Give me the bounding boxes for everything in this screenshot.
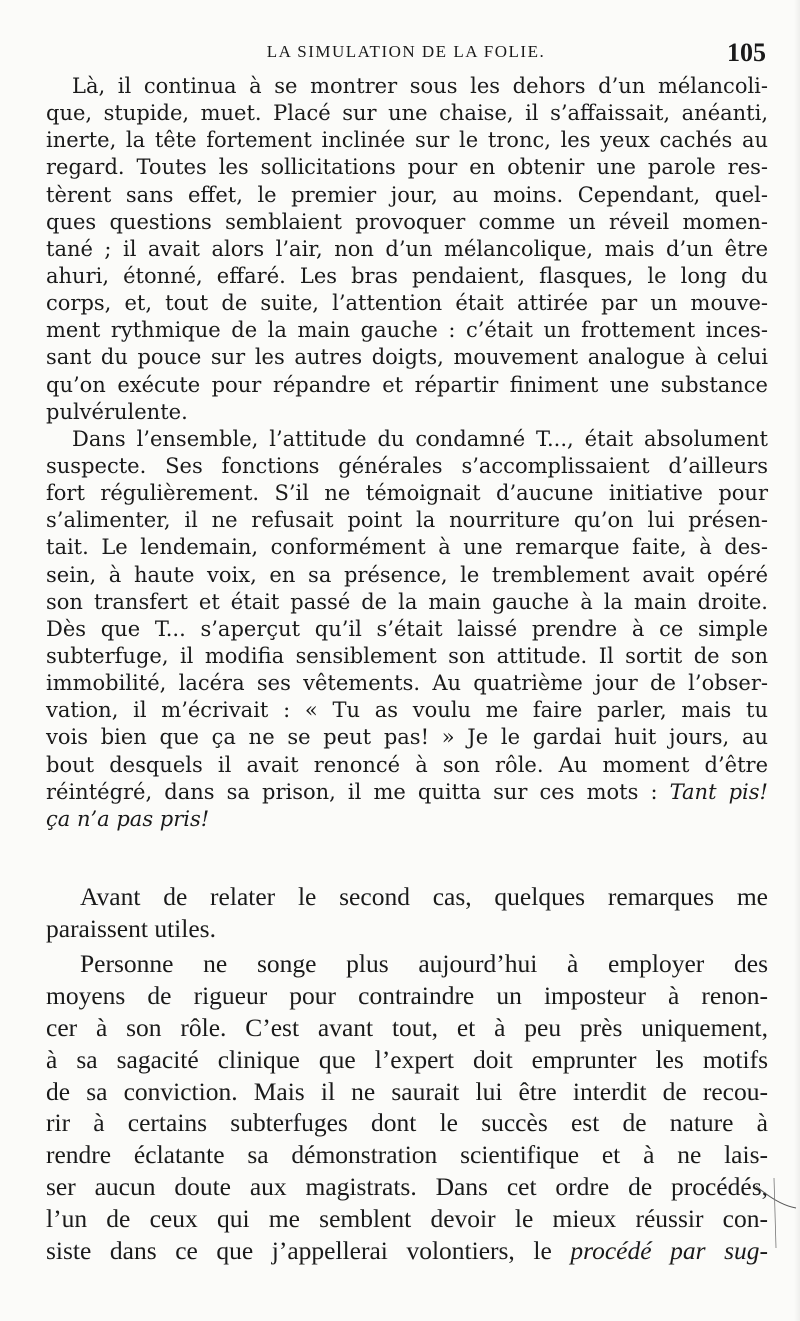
text-line: ser aucun doute aux magistrats. Dans cet ordre de procédés, [46, 1172, 768, 1202]
text-line: Dès que T... s’aperçut qu’il s’était laissé prendre à ce simple [46, 616, 768, 641]
text-line: qu’on exécute pour répandre et répartir finiment une substance [46, 372, 768, 397]
paragraph-1 [46, 73, 768, 426]
text-line: tané ; il avait alors l’air, non d’un mélancolique, mais d’un être [46, 236, 768, 261]
running-title: LA SIMULATION DE LA FOLIE. [266, 42, 546, 61]
page-number: 105 [727, 38, 766, 67]
text-line: tait. Le lendemain, conformément à une remarque faite, à des- [46, 535, 768, 560]
text-line: suspecte. Ses fonctions générales s’accomplissaient d’ailleurs [46, 453, 768, 478]
text-line-with-quote [46, 779, 768, 806]
text-line: pulvérulente. [46, 399, 188, 424]
text-line-with-italic [46, 1235, 768, 1267]
text-line: immobilité, lacéra ses vêtements. Au quatrième jour de l’obser- [46, 671, 768, 696]
paragraph-3 [46, 881, 768, 945]
text-line: s’alimenter, il ne refusait point la nourriture qu’on lui présen- [46, 508, 768, 533]
paragraph-2 [46, 426, 768, 833]
text-line: subterfuge, il modifia sensiblement son attitude. Il sortit de son [46, 643, 768, 668]
text-line: paraissent utiles. [46, 913, 216, 943]
text-line: rendre éclatante sa démonstration scientifique et à ne lais- [46, 1140, 768, 1170]
text-line: ques questions semblaient provoquer comme un réveil momen- [46, 209, 768, 234]
text-line: corps, et, tout de suite, l’attention était attirée par un mouve- [46, 291, 768, 316]
upper-text-block [46, 73, 768, 833]
text-line: à sa sagacité clinique que l’expert doit emprunter les motifs [46, 1044, 768, 1074]
text-line: sant du pouce sur les autres doigts, mouvement analogue à celui [46, 345, 768, 370]
text-line: bout desquels il avait renoncé à son rôle. Au moment d’être [46, 752, 768, 777]
text-line: Dans l’ensemble, l’attitude du condamné T..., était absolument [72, 426, 768, 451]
text-line: rir à certains subterfuges dont le succès est de nature à [46, 1108, 768, 1138]
page-edge-shadow [794, 0, 800, 1321]
text-line: Personne ne songe plus aujourd’hui à employer des [80, 949, 768, 978]
paper-fold-mark [754, 1178, 798, 1248]
text-line: regard. Toutes les sollicitations pour en obtenir une parole res- [46, 155, 768, 180]
text-line: moyens de rigueur pour contraindre un imposteur à renon- [46, 980, 768, 1010]
text-line: Avant de relater le second cas, quelques remarques me [80, 882, 768, 911]
text-line: de sa conviction. Mais il ne saurait lui être interdit de recou- [46, 1076, 768, 1106]
paragraph-4 [46, 948, 768, 1267]
text-line: fort régulièrement. S’il ne témoignait d’aucune initiative pour [46, 481, 768, 506]
text-line: ahuri, étonné, effaré. Les bras pendaient, flasques, le long du [46, 263, 768, 288]
text-line: que, stupide, muet. Placé sur une chaise, il s’affaissait, anéanti, [46, 101, 768, 126]
italic-phrase: procédé par sug- [570, 1236, 768, 1266]
text-line: ment rythmique de la main gauche : c’était un frottement inces- [46, 318, 768, 343]
text-line: inerte, la tête fortement inclinée sur le tronc, les yeux cachés au [46, 128, 768, 153]
text-line: sein, à haute voix, en sa présence, le tremblement avait opéré [46, 562, 768, 587]
italic-quote: Tant pis! [669, 779, 768, 804]
text-line: son transfert et était passé de la main gauche à la main droite. [46, 589, 768, 614]
text-line: vois bien que ça ne se peut pas! » Je le gardai huit jours, au [46, 725, 768, 750]
text-line: tèrent sans effet, le premier jour, au moins. Cependant, quel- [46, 182, 768, 207]
text-fragment: réintégré, dans sa prison, il me quitta sur ces mots : [46, 779, 658, 804]
italic-quote-line: ça n’a pas pris! [46, 806, 210, 831]
text-line: vation, il m’écrivait : « Tu as voulu me faire parler, mais tu [46, 698, 768, 723]
text-line: l’un de ceux qui me semblent devoir le mieux réussir con- [46, 1204, 768, 1234]
text-line: cer à son rôle. C’est avant tout, et à peu près uniquement, [46, 1012, 768, 1042]
text-fragment: siste dans ce que j’appellerai volontiers, le [46, 1236, 552, 1266]
text-line: Là, il continua à se montrer sous les dehors d’un mélancoli- [72, 74, 768, 98]
running-head [46, 38, 766, 68]
